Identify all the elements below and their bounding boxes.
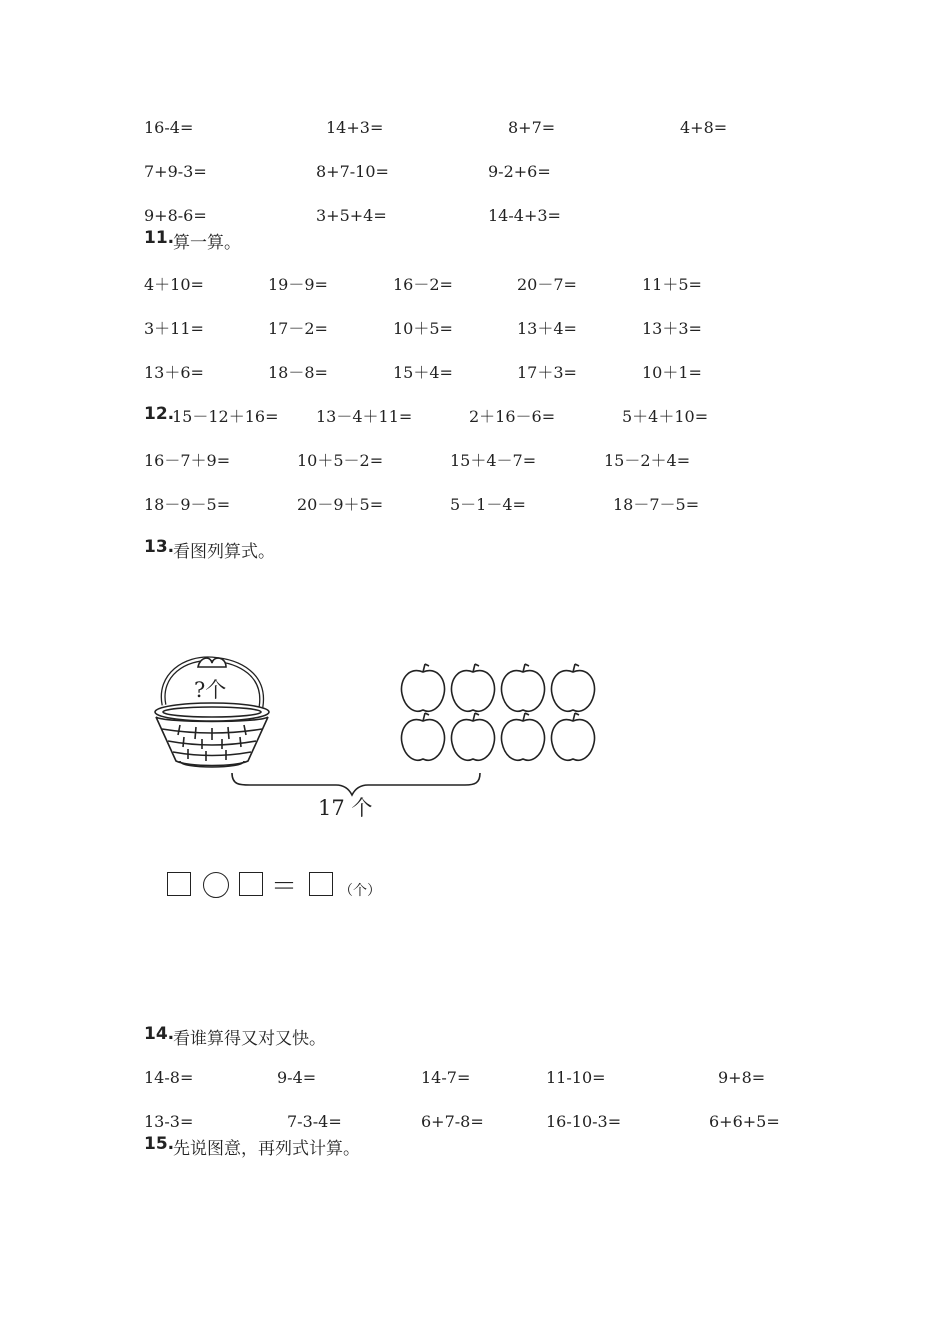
calc-item: 20－7=: [517, 275, 577, 294]
calc-item: 5＋4＋10=: [622, 407, 709, 426]
calc-item: 14-4+3=: [488, 206, 561, 225]
basket-label: ?个: [194, 678, 227, 702]
calc-item: 4＋10=: [144, 275, 204, 294]
apple-icon: [501, 664, 544, 711]
calc-item: 17－2=: [268, 319, 328, 338]
apple-icon: [401, 713, 444, 760]
calc-item: 10＋5=: [393, 319, 453, 338]
calc-item: 9+8=: [718, 1068, 766, 1087]
calc-item: 10＋1=: [642, 363, 702, 382]
calc-item: 15－2＋4=: [604, 451, 691, 470]
calc-item: 14-7=: [421, 1068, 471, 1087]
question-13-heading: [0, 537, 950, 561]
calc-item: 4+8=: [680, 118, 728, 137]
calc-item: 9-4=: [277, 1068, 317, 1087]
calc-row: [0, 492, 950, 516]
basket-icon: [155, 658, 269, 767]
question-number: 15.: [144, 1134, 175, 1154]
brace-mark: [232, 773, 480, 795]
calc-item: 5－1－4=: [450, 495, 526, 514]
calc-item: 13-3=: [144, 1112, 194, 1131]
equals-sign: ＝: [271, 872, 298, 902]
calc-item: 14+3=: [326, 118, 384, 137]
apple-icon: [551, 664, 594, 711]
calc-item: 6+7-8=: [421, 1112, 484, 1131]
answer-box[interactable]: [167, 872, 191, 896]
calc-item: 13＋3=: [642, 319, 702, 338]
calc-row: [0, 316, 950, 340]
operator-circle[interactable]: [203, 872, 229, 898]
calc-item: 16-4=: [144, 118, 194, 137]
calc-item: 10＋5－2=: [297, 451, 384, 470]
calc-item: 8+7-10=: [316, 162, 389, 181]
calc-item: 7+9-3=: [144, 162, 207, 181]
calc-row: [0, 272, 950, 296]
calc-item: 11-10=: [546, 1068, 606, 1087]
calc-item: 16－7＋9=: [144, 451, 231, 470]
calc-item: 18－7－5=: [613, 495, 700, 514]
calc-item: 2＋16－6=: [469, 407, 556, 426]
question-prompt: 看谁算得又对又快。: [173, 1029, 326, 1049]
calc-item: 13＋6=: [144, 363, 204, 382]
calc-item: 9-2+6=: [488, 162, 551, 181]
calc-row: [0, 206, 950, 230]
question-15-heading: [0, 1134, 950, 1158]
calc-item: 15－12＋16=: [172, 407, 279, 426]
apple-icon: [501, 713, 544, 760]
calc-item: 18－9－5=: [144, 495, 231, 514]
calc-item: 13＋4=: [517, 319, 577, 338]
total-label: 17 个: [318, 796, 373, 820]
answer-box[interactable]: [309, 872, 333, 896]
question-number: 12.: [144, 404, 175, 424]
apple-icon: [451, 664, 494, 711]
calc-item: 6+6+5=: [709, 1112, 780, 1131]
calc-item: 8+7=: [508, 118, 556, 137]
calc-row: [0, 404, 950, 428]
calc-item: 9+8-6=: [144, 206, 207, 225]
apples-group: [401, 664, 594, 760]
question-number: 14.: [144, 1024, 175, 1044]
question-number: 13.: [144, 537, 175, 557]
calc-item: 18－8=: [268, 363, 328, 382]
calc-item: 11＋5=: [642, 275, 702, 294]
apple-icon: [401, 664, 444, 711]
calc-row: [0, 118, 950, 142]
calc-item: 20－9＋5=: [297, 495, 384, 514]
unit-label: （个）: [339, 883, 381, 899]
calc-item: 3+5+4=: [316, 206, 387, 225]
question-prompt: 算一算。: [173, 233, 241, 253]
question-11-heading: [0, 228, 950, 252]
apple-icon: [551, 713, 594, 760]
apple-basket-figure: [140, 645, 610, 830]
calc-item: 13－4＋11=: [316, 407, 413, 426]
calc-item: 3＋11=: [144, 319, 204, 338]
calc-item: 15＋4－7=: [450, 451, 537, 470]
question-14-heading: [0, 1024, 950, 1048]
calc-item: 17＋3=: [517, 363, 577, 382]
calc-item: 14-8=: [144, 1068, 194, 1087]
calc-item: 19－9=: [268, 275, 328, 294]
calc-item: 7-3-4=: [287, 1112, 342, 1131]
calc-item: 15＋4=: [393, 363, 453, 382]
question-prompt: 先说图意，再列式计算。: [173, 1139, 360, 1159]
calc-row: [0, 1112, 950, 1136]
calc-row: [0, 448, 950, 472]
calc-row: [0, 162, 950, 186]
answer-box[interactable]: [239, 872, 263, 896]
calc-item: 16－2=: [393, 275, 453, 294]
calc-row: [0, 360, 950, 384]
question-prompt: 看图列算式。: [173, 542, 275, 562]
apple-icon: [451, 713, 494, 760]
question-number: 11.: [144, 228, 175, 248]
calc-item: 16-10-3=: [546, 1112, 622, 1131]
calc-row: [0, 1068, 950, 1092]
